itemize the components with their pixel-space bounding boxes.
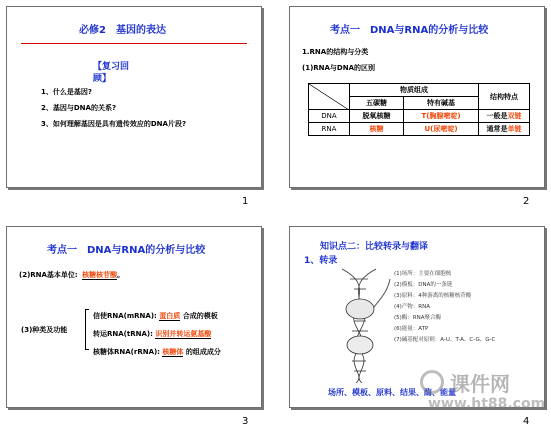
types-label: (3)种类及功能: [21, 326, 68, 334]
page-number-4: 4: [523, 416, 530, 427]
page-number-3: 3: [242, 416, 249, 427]
dna-base: T(胸腺嘧啶): [404, 110, 479, 123]
slide-1: [6, 6, 262, 188]
unit-end: 。: [117, 271, 125, 279]
question-3: 3、如何理解基因是具有遗传效应的DNA片段?: [41, 120, 187, 128]
dna-structure-prefix: 一般是: [486, 112, 508, 120]
subsection-heading: (1)RNA与DNA的区别: [302, 64, 376, 72]
slide-4-subheading: 1、转录: [304, 256, 338, 266]
table-corner: [309, 84, 350, 110]
brace: [85, 309, 86, 349]
row-rna-label: RNA: [309, 123, 350, 136]
trna-line: [93, 329, 211, 339]
page-number-2: 2: [523, 196, 530, 207]
note-product: (4)产物：RNA: [394, 304, 430, 310]
table-row: [309, 110, 530, 123]
header-sugar: 五碳糖: [350, 97, 404, 110]
slide-4-title: 知识点二：比较转录与翻译: [320, 242, 429, 252]
dna-sugar: 脱氧核糖: [350, 110, 404, 123]
rna-structure: 单链: [507, 125, 522, 133]
note-energy: (6)能量：ATP: [394, 326, 429, 332]
rna-sugar: 核糖: [350, 123, 404, 136]
slide-1-title: 必修2 基因的表达: [79, 25, 166, 36]
watermark-logo: [420, 368, 546, 416]
watermark-url: www.ht88.com: [428, 396, 546, 412]
brace-tick-bottom: [85, 349, 89, 350]
review-heading: 【复习回顾】: [93, 62, 130, 84]
trna-value: 识别并转运氨基酸: [155, 330, 212, 338]
watermark-brand: 课件网: [450, 372, 510, 396]
section-heading: 1.RNA的结构与分类: [302, 48, 369, 56]
slide-4-footer: 场所、模板、原料、结果、酶、能量: [328, 388, 456, 397]
brace-tick-top: [85, 309, 89, 310]
note-template: (2)模板：DNA的一条链: [394, 282, 453, 288]
question-2: 2、基因与DNA的关系?: [41, 104, 117, 112]
title-divider: [21, 43, 247, 44]
header-base: 特有碱基: [404, 97, 479, 110]
mrna-value: 蛋白质: [159, 312, 181, 320]
note-location: (1)场所：主要在细胞核: [394, 271, 452, 277]
slide-2-title: 考点一 DNA与RNA的分析与比较: [330, 25, 489, 36]
dna-structure-cell: [479, 110, 530, 123]
rrna-line: [93, 347, 221, 357]
unit-line: [19, 270, 124, 280]
rna-structure-cell: [479, 123, 530, 136]
rrna-end: 的组成成分: [185, 348, 221, 356]
table-row: [309, 123, 530, 136]
page-number-1: 1: [242, 196, 249, 207]
rna-base: U(尿嘧啶): [404, 123, 479, 136]
unit-label: (2)RNA基本单位:: [19, 271, 78, 279]
mrna-end: 合成的模板: [182, 312, 218, 320]
trna-label: 转运RNA(tRNA):: [93, 330, 153, 338]
dna-structure: 双链: [507, 112, 522, 120]
slide-3: [6, 226, 262, 408]
rrna-value: 核糖体: [162, 348, 184, 356]
slide-2: [289, 6, 545, 188]
question-1: 1、什么是基因?: [41, 88, 92, 96]
row-dna-label: DNA: [309, 110, 350, 123]
rna-structure-prefix: 通常是: [486, 125, 508, 133]
unit-value: 核糖核苷酸: [82, 271, 118, 279]
header-material: 物质组成: [350, 84, 479, 97]
transcription-diagram: [332, 267, 392, 385]
header-structure: 结构特点: [479, 84, 530, 110]
mrna-line: [93, 311, 218, 321]
note-materials: (3)原料：4种游离的核糖核苷酸: [394, 293, 472, 299]
diagonal-line: [309, 84, 349, 110]
mrna-label: 信使RNA(mRNA):: [93, 312, 157, 320]
dna-rna-table: [308, 83, 530, 136]
watermark-icon: [420, 370, 444, 394]
note-pairing: (7)碱基配对原则：A-U、T-A、C-G、G-C: [394, 337, 496, 343]
note-enzyme: (5)酶：RNA聚合酶: [394, 315, 441, 321]
rrna-label: 核糖体RNA(rRNA):: [93, 348, 160, 356]
slide-3-title: 考点一 DNA与RNA的分析与比较: [47, 245, 206, 256]
notes-list: [394, 269, 540, 346]
